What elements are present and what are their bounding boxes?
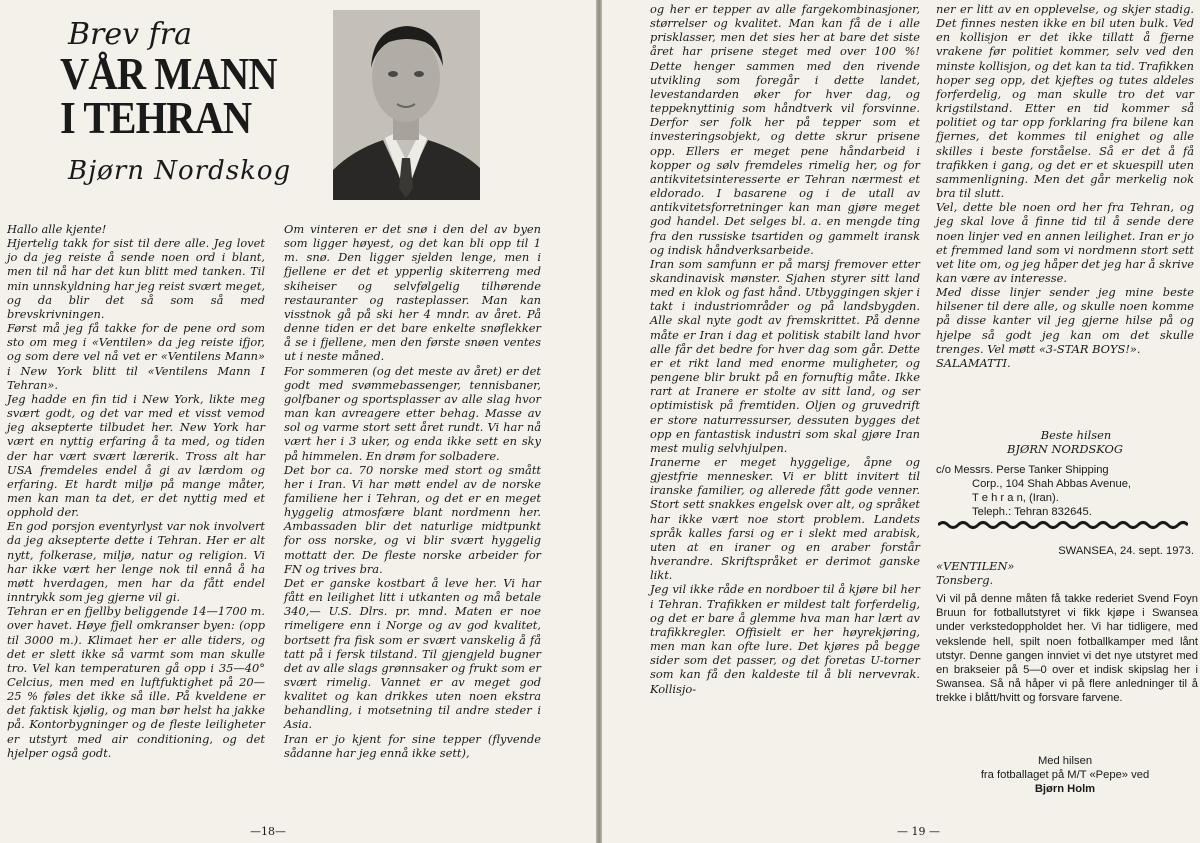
- page-number-left: —18—: [250, 825, 286, 838]
- dateline: SWANSEA, 24. sept. 1973.: [1058, 545, 1194, 557]
- article-title: VÅR MANN I TEHRAN: [60, 48, 277, 143]
- page-number-right: — 19 —: [897, 825, 940, 838]
- page-18: [0, 0, 596, 843]
- address-line-1: c/o Messrs. Perse Tanker Shipping: [936, 464, 1109, 476]
- decorative-wave-divider: [938, 520, 1188, 530]
- article-column-2: Om vinteren er det snø i den del av byen som ligger høyest, og det kan bli opp til 1 m. snø. Den ligger sjelden lenge, men i fjellene er det et ypperlig skiterreng med skiheiser og selvfølgelig tilhørende restauranter og rasteplasser. Man kan visstnok gå på ski her 4 mndr. av året. På denne tiden er det bare enkelte snøflekker å se i fjellene, men den første snøen ventes ut i neste måned. For sommeren (og det meste av året) er det godt med svømmebassenger, tennisbaner, golfbaner og sportsplasser av alle slag hvor man kan avreagere etter behag. Masse av sol og varme stort sett året rundt. Vi har nå vært her i 3 uker, og enda ikke sett en sky på himmelen. En drøm for solbadere. Det bor ca. 70 norske med stort og smått her i Iran. Vi har møtt endel av de norske familiene her i Tehran, og det er en meget hyggelig atmosfære blant nordmenn her. Ambassaden blir det naturlige midtpunkt for oss norske, og vi blir svært hyggelig mottatt der. De fleste norske arbeider for FN og trives bra. Det er ganske kostbart å leve her. Vi har fått en leilighet litt i utkanten og må betale 340,— U.S. Dlrs. pr. mnd. Maten er noe rimeligere enn i Norge og av god kvalitet, bortsett fra fisk som er svært vanskelig å få tatt på i fersk tilstand. Til gjengjeld bugner det av alle slags grønnsaker og frukt som er svært rimelig. Vannet er av meget god kvalitet og kan drikkes uten noen ekstra behandling, i motsetning til andre steder i Asia. Iran er jo kjent for sine tepper (flyvende sådanne har jeg ennå ikke sett),: [284, 222, 541, 760]
- address-line-2: Corp., 104 Shah Abbas Avenue,: [972, 478, 1132, 490]
- page-19: [602, 0, 1200, 843]
- author-signature: BJØRN NORDSKOG: [1007, 442, 1123, 456]
- article-pre-title: Brev fra: [68, 17, 192, 52]
- letter2-addressee: «VENTILEN»: [936, 559, 1015, 573]
- letter2-signature: Bjørn Holm: [1034, 783, 1096, 795]
- address-line-4: Teleph.: Tehran 832645.: [972, 506, 1092, 518]
- letter2-body: Vi vil på denne måten få takke rederiet Svend Foyn Bruun for fotballutstyret vi fikk kjøpe i Swansea under verkstedoppholdet her. Vi har tidligere, med vekslende hell, spilt noen fotballkamper med lånt utstyr. Denne gangen innviet vi det nye utstyret med en brakseier på 5—0 over et indisk skipslag her i Swansea. Så nå håper vi på flere anledninger til å trekke i blått/hvitt og forsvare farvene.: [936, 593, 1198, 705]
- author-portrait-photo: [333, 10, 480, 200]
- letter2-closing: Med hilsen: [1037, 755, 1093, 767]
- closing-greeting: Beste hilsen: [1040, 428, 1112, 442]
- article-byline: Bjørn Nordskog: [68, 156, 292, 186]
- letter2-from: fra fotballaget på M/T «Pepe» ved: [980, 769, 1150, 781]
- article-column-1: Hallo alle kjente! Hjertelig takk for sist til dere alle. Jeg lovet jo da jeg reiste å sende noen ord i blant, men til nå har det kun blitt med tanken. Til min unnskyldning har jeg reist svært meget, og da blir det så som så med brevskrivningen. Først må jeg få takke for de pene ord som sto om meg i «Ventilen» da jeg reiste ifjor, og som dere vel nå vet er «Ventilens Mann» i New York blitt til «Ventilens Mann I Tehran». Jeg hadde en fin tid i New York, likte meg svært godt, og det var med et visst vemod jeg aksepterte tilbudet her. New York har vært en nyttig erfaring å ta med, og tiden der har vært svært lærerik. Tross alt har USA fremdeles endel å gi av lærdom og erfaring. Et hardt miljø på mange måter, men kan man ta det, er det nyttig med et opphold der. En god porsjon eventyrlyst var nok involvert da jeg aksepterte dette i Tehran. Her er alt nytt, folkerase, miljø, natur og religion. Vi har ikke vært her lenge nok til ennå å ha møtt hverdagen, men har da fått endel inntrykk som jeg gjerne vil gi. Tehran er en fjellby beliggende 14—1700 m. over havet. Høye fjell omkranser byen: (opp til 3000 m.). Klimaet her er alle tiders, og det er slett ikke så varmt som man skulle tro. Vel kan temperaturen gå opp i 35—40° Celcius, men med en luftfuktighet på 20—25 % føles det ikke så ille. På kveldene er det faktisk kjølig, og man bør helst ha jakke på. Kontorbygninger og de fleste leiligheter er utstyrt med air conditioning, og det hjelper også godt.: [7, 222, 265, 760]
- letter2-city: Tonsberg.: [936, 573, 994, 587]
- address-line-3: T e h r a n, (Iran).: [972, 492, 1059, 504]
- article-column-3: og her er tepper av alle fargekombinasjoner, størrelser og kvalitet. Man kan få de i alle prisklasser, men det sies her at bare det siste året har prisene steget med over 100 %! Dette henger sammen med den rivende utvikling som foregår i dette landet, levestandarden øker for hver dag, og teppeknyttinig som håndtverk vil forsvinne. Derfor ser folk her på tepper som et investeringsobjekt, og dette skrur prisene opp. Ellers er meget pene håndarbeid i kopper og sølv fremdeles rimelig her, og for antikvitetsinteresserte er Tehran nærmest et eldorado. I basarene og i de utall av antikvitetsforretninger kan man gjøre meget god handel. Det selges bl. a. en mengde ting fra den russiske tsartiden og gammelt iransk og indisk håndverksarbeide. Iran som samfunn er på marsj fremover etter skandinavisk mønster. Sjahen styrer sitt land med en klok og fast hånd. Utbyggingen skjer i takt i industriområder og på landsbygden. Alle skal nyte godt av fremskrittet. På denne måte er Iran i dag et politisk stabilt land hvor alle får det bedre for hver dag som går. Dette er et rikt land med enorme muligheter, og pengene blir brukt på en fornuftig måte. Ikke rart at Iranere er stolte av sitt land, og ser optimistisk på fremtiden. Oljen og gruvedrift er store naturressurser, dessuten bygges det opp en fantastisk industri som skal gjøre Iran mest mulig selvhjulpen. Iranerne er meget hyggelige, åpne og gjestfrie mennesker. Vi er blitt invitert til iranske familier, og allerede fått gode venner. Stort sett snakkes engelsk over alt, og språket har ikke vært noe stort problem. Landets språk kalles farsi og er i slekt med arabisk, uten at en iraner og en araber forstår hverandre. Skriftspråket er derimot ganske likt. Jeg vil ikke råde en nordboer til å kjøre bil her i Tehran. Trafikken er mildest talt forferdelig, og det er bare å glemme hva man har lært av trafikkregler. Offisielt er her høyrekjøring, men man kan ofte lure. Det kjøres på begge sider som det passer, og det foretas U-torner som kan få den kaldeste til å bli nervevrak. Kollisjo-: [650, 2, 920, 696]
- article-column-4: ner er litt av en opplevelse, og skjer stadig. Det finnes nesten ikke en bil uten bulk. Ved en kollisjon er det ikke tillatt å fjerne vrakene før politiet kommer, selv ved den minste kollisjon, og det kan ta tid. Trafikken hoper seg opp, det kjeftes og tutes aldeles forferdelig, og man skulle tro det var krigstilstand. Etter en tid kommer så politiet og tar opp forklaring fra bilene kan fjernes, det kommes til enighet og alle skilles i beste forståelse. Så er det å få trafikken i gang, og det er et skuespill uten sammenligning. Men det går merkelig nok bra til slutt. Vel, dette ble noen ord her fra Tehran, og jeg skal love å finne tid til å sende dere noen linjer ved en annen leilighet. Iran er jo et fremmed land som vi nordmenn stort sett vet lite om, og jeg håper det jeg har å skrive kan være av interesse. Med disse linjer sender jeg mine beste hilsener til dere alle, og skulle noen komme på disse kanter vil jeg gjerne hilse på og hjelpe så godt jeg kan om det skulle trenges. Vel møtt «3-STAR BOYS!». SALAMATTI.: [936, 2, 1194, 370]
